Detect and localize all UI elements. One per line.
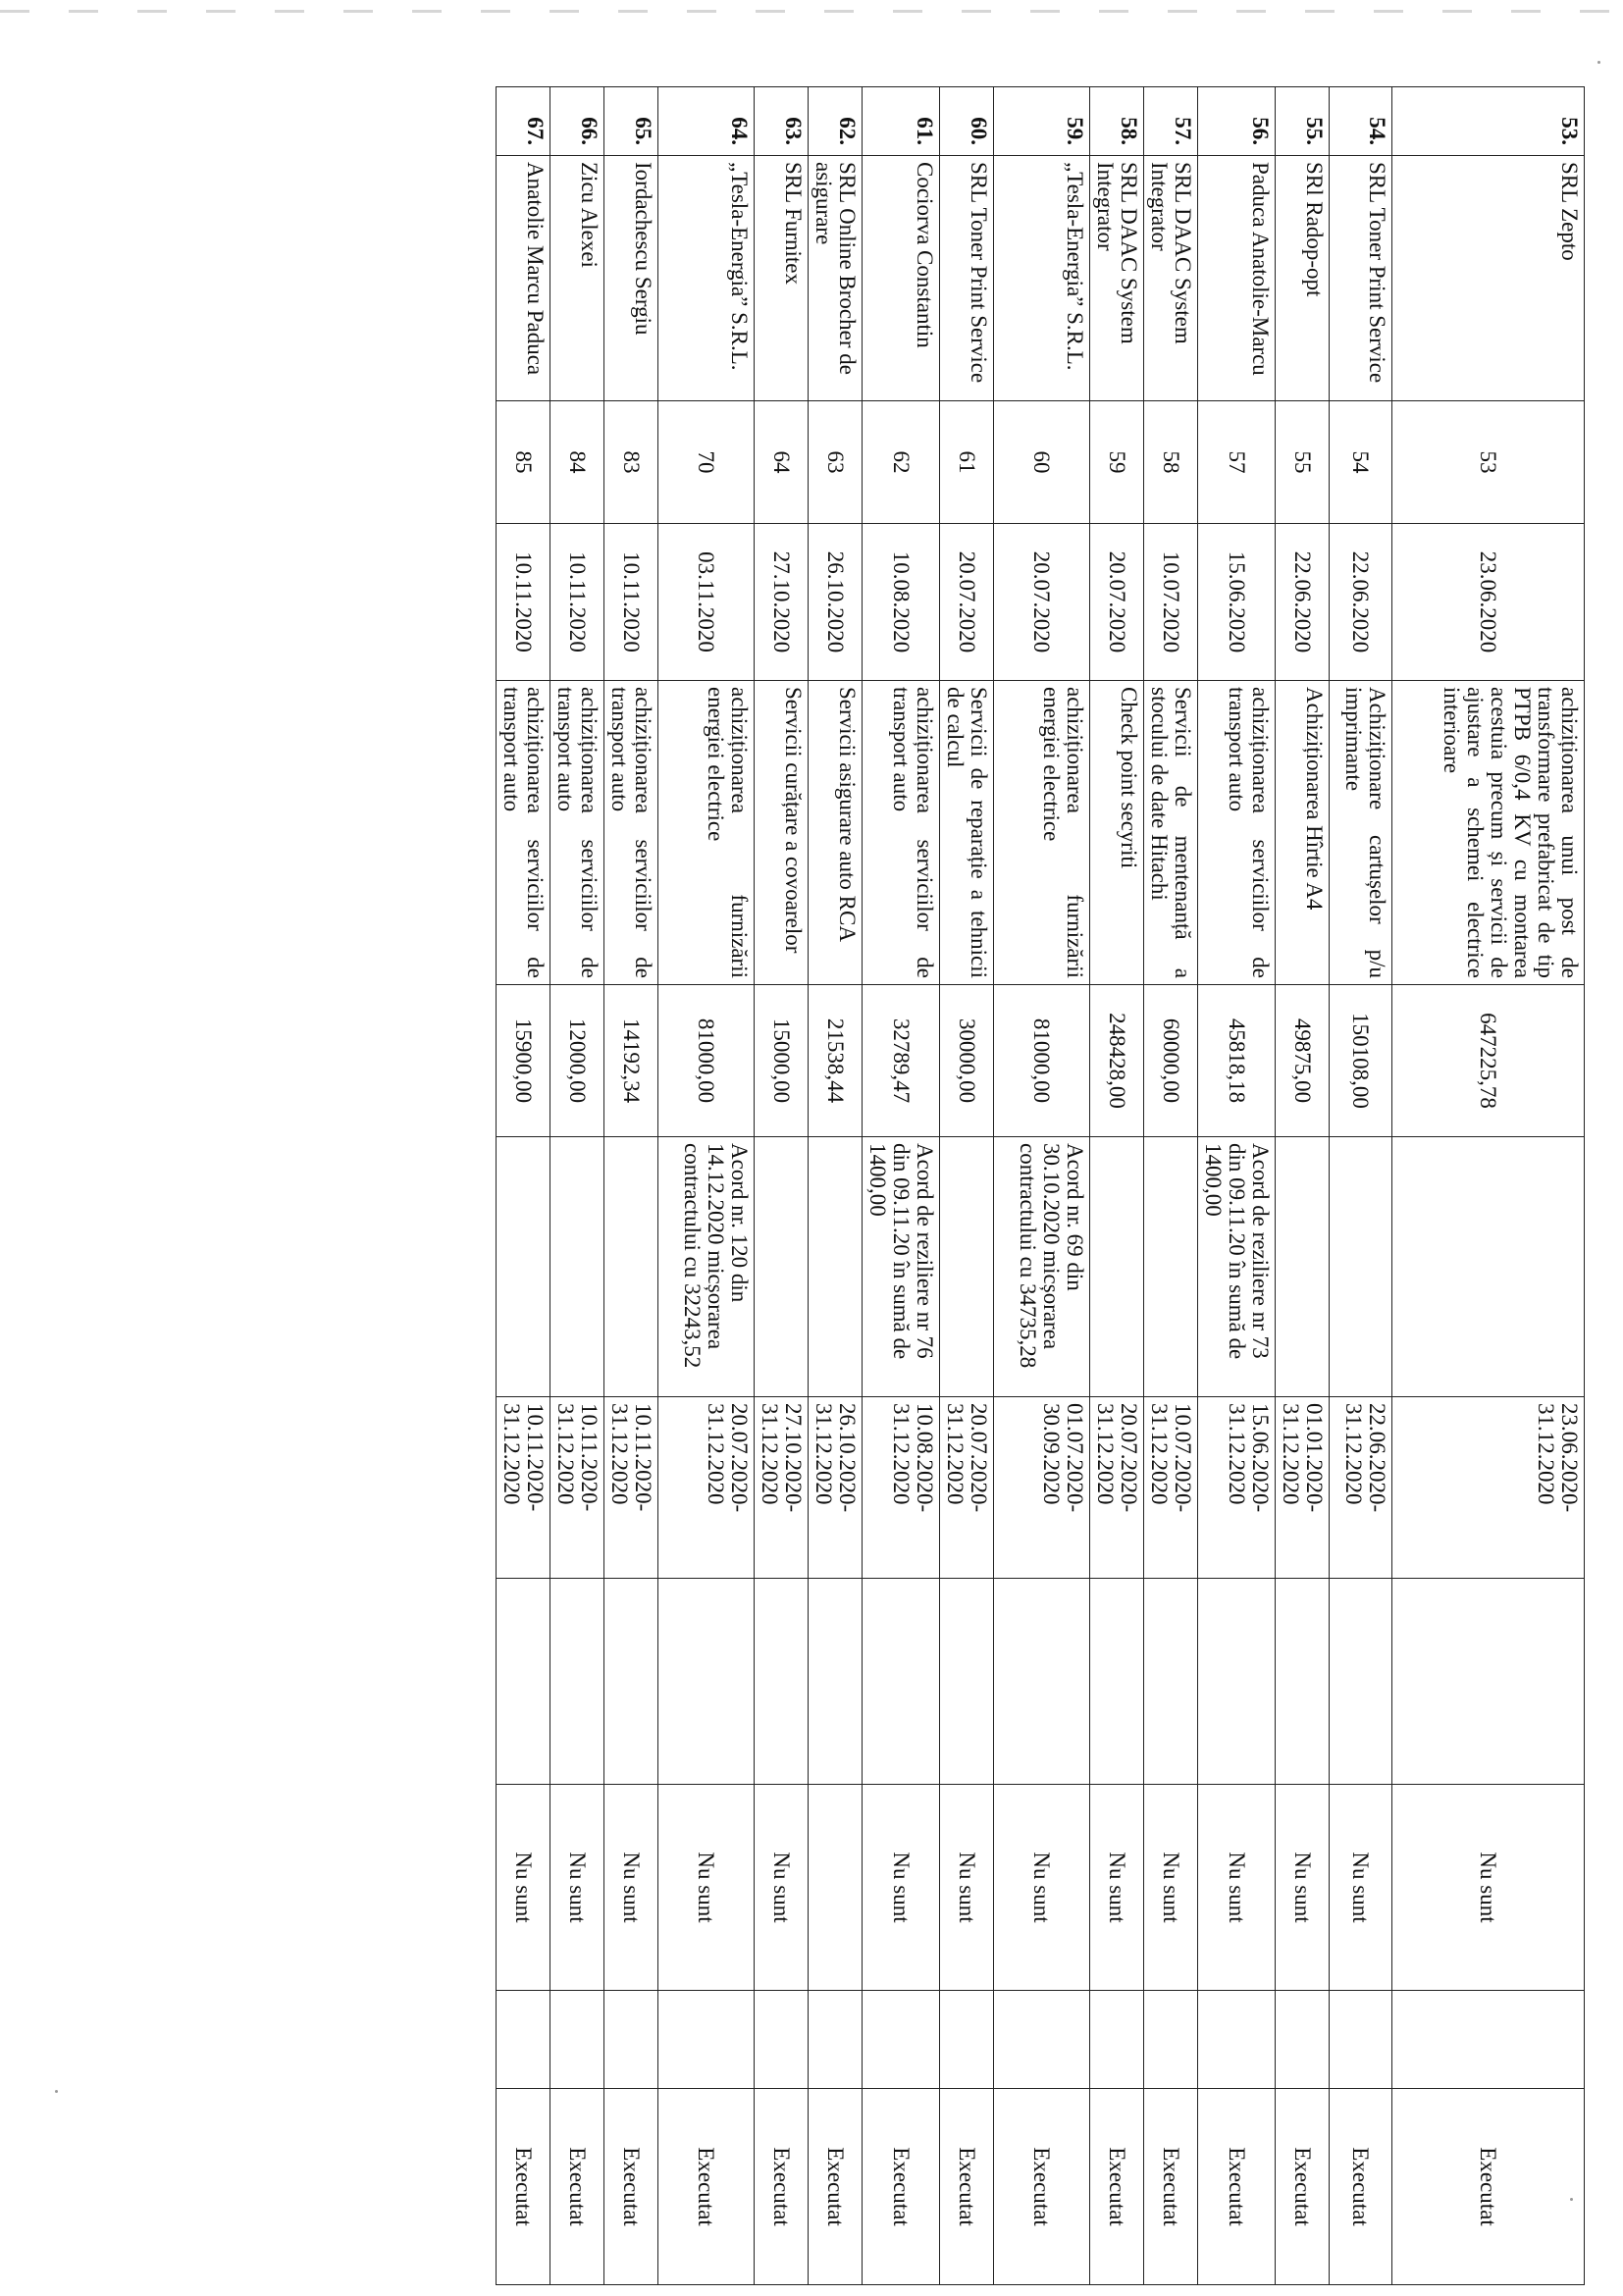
status-cell: Nu sunt xyxy=(755,1785,809,1991)
contract-number: 70 xyxy=(658,401,755,524)
empty-cell xyxy=(1090,1579,1144,1785)
supplier-name: SRL DAAC System Integrator xyxy=(1144,156,1198,401)
empty-cell xyxy=(809,1991,863,2089)
contract-date: 15.06.2020 xyxy=(1198,524,1276,681)
contract-value: 32789,47 xyxy=(863,985,940,1137)
table-row xyxy=(994,87,1090,2285)
contract-object: achiziționarea unui post de transformare prefabricat de tip PTPB 6/0,4 KV cu montarea acestuia precum și servicii de ajustare a schemei electrice interioare xyxy=(1392,681,1585,985)
contract-period: 20.07.2020-31.12.2020 xyxy=(658,1397,755,1579)
empty-cell xyxy=(1144,1991,1198,2089)
table-row xyxy=(1392,87,1585,2285)
table-row xyxy=(1144,87,1198,2285)
contract-object: Achiziționare cartușelor p/u imprimante xyxy=(1330,681,1392,985)
contract-period: 15.06.2020-31.12.2020 xyxy=(1198,1397,1276,1579)
amendment-note xyxy=(550,1137,604,1397)
amendment-note xyxy=(940,1137,994,1397)
empty-cell xyxy=(658,1579,755,1785)
scan-dot xyxy=(55,2090,58,2093)
amendment-note xyxy=(755,1137,809,1397)
row-number: 61. xyxy=(863,87,940,156)
table-row xyxy=(550,87,604,2285)
contract-period: 10.11.2020-31.12.2020 xyxy=(604,1397,658,1579)
contract-date: 26.10.2020 xyxy=(809,524,863,681)
supplier-name: Iordachescu Sergiu xyxy=(604,156,658,401)
contract-object: achiziționarea serviciilor de transport auto xyxy=(1198,681,1276,985)
table-row xyxy=(809,87,863,2285)
amendment-note xyxy=(1144,1137,1198,1397)
contract-date: 10.11.2020 xyxy=(550,524,604,681)
row-number: 56. xyxy=(1198,87,1276,156)
row-number: 63. xyxy=(755,87,809,156)
supplier-name: Paduca Anatolie-Marcu xyxy=(1198,156,1276,401)
row-number: 67. xyxy=(497,87,550,156)
contracts-table-rotated xyxy=(211,86,1585,2284)
status-cell: Nu sunt xyxy=(658,1785,755,1991)
execution-status: Executat xyxy=(1330,2089,1392,2285)
table-row xyxy=(755,87,809,2285)
contract-object: Check point secyriti xyxy=(1090,681,1144,985)
amendment-note xyxy=(809,1137,863,1397)
contract-value: 21538,44 xyxy=(809,985,863,1137)
status-cell: Nu sunt xyxy=(994,1785,1090,1991)
empty-cell xyxy=(809,1579,863,1785)
contract-number: 59 xyxy=(1090,401,1144,524)
contract-date: 10.11.2020 xyxy=(497,524,550,681)
contract-period: 20.07.2020-31.12.2020 xyxy=(940,1397,994,1579)
contracts-table xyxy=(496,86,1585,2285)
table-row xyxy=(1090,87,1144,2285)
contract-number: 54 xyxy=(1330,401,1392,524)
execution-status: Executat xyxy=(994,2089,1090,2285)
contract-number: 62 xyxy=(863,401,940,524)
contract-number: 60 xyxy=(994,401,1090,524)
empty-cell xyxy=(497,1991,550,2089)
contract-object: Servicii asigurare auto RCA xyxy=(809,681,863,985)
contract-number: 83 xyxy=(604,401,658,524)
contract-period: 10.11.2020-31.12.2020 xyxy=(550,1397,604,1579)
contract-period: 10.07.2020-31.12.2020 xyxy=(1144,1397,1198,1579)
execution-status: Executat xyxy=(863,2089,940,2285)
execution-status: Executat xyxy=(1392,2089,1585,2285)
contract-object: achiziționarea serviciilor de transport auto xyxy=(863,681,940,985)
contract-date: 20.07.2020 xyxy=(994,524,1090,681)
execution-status: Executat xyxy=(550,2089,604,2285)
empty-cell xyxy=(550,1991,604,2089)
contract-object: achiziționarea serviciilor de transport auto xyxy=(497,681,550,985)
contract-object: Achiziționarea Hîrtie A4 xyxy=(1276,681,1330,985)
supplier-name: SRL Toner Print Service xyxy=(1330,156,1392,401)
empty-cell xyxy=(1198,1991,1276,2089)
row-number: 54. xyxy=(1330,87,1392,156)
row-number: 59. xyxy=(994,87,1090,156)
amendment-note xyxy=(1090,1137,1144,1397)
row-number: 62. xyxy=(809,87,863,156)
table-row xyxy=(940,87,994,2285)
supplier-name: SRL Furnitex xyxy=(755,156,809,401)
contract-value: 150108,00 xyxy=(1330,985,1392,1137)
scan-dot xyxy=(1597,61,1600,64)
amendment-note xyxy=(497,1137,550,1397)
table-row xyxy=(863,87,940,2285)
status-cell xyxy=(809,1785,863,1991)
status-cell: Nu sunt xyxy=(1276,1785,1330,1991)
contract-date: 27.10.2020 xyxy=(755,524,809,681)
contract-period: 23.06.2020-31.12.2020 xyxy=(1392,1397,1585,1579)
contract-date: 20.07.2020 xyxy=(1090,524,1144,681)
contract-number: 55 xyxy=(1276,401,1330,524)
amendment-note: Acord de reziliere nr 73 din 09.11.20 în sumă de 1400,00 xyxy=(1198,1137,1276,1397)
table-row xyxy=(1276,87,1330,2285)
contract-value: 45818,18 xyxy=(1198,985,1276,1137)
amendment-note xyxy=(604,1137,658,1397)
empty-cell xyxy=(1144,1579,1198,1785)
table-body xyxy=(497,87,1585,2285)
contract-period: 26.10.2020-31.12.2020 xyxy=(809,1397,863,1579)
contract-object: achiziționarea furnizării energiei electrice xyxy=(994,681,1090,985)
contract-value: 60000,00 xyxy=(1144,985,1198,1137)
contract-object: achiziționarea serviciilor de transport auto xyxy=(550,681,604,985)
contract-date: 03.11.2020 xyxy=(658,524,755,681)
contract-object: achiziționarea furnizării energiei electrice xyxy=(658,681,755,985)
contract-value: 15000,00 xyxy=(755,985,809,1137)
amendment-note xyxy=(1392,1137,1585,1397)
empty-cell xyxy=(863,1991,940,2089)
supplier-name: SRL Online Brocher de asigurare xyxy=(809,156,863,401)
contract-period: 27.10.2020-31.12.2020 xyxy=(755,1397,809,1579)
execution-status: Executat xyxy=(755,2089,809,2285)
empty-cell xyxy=(1276,1579,1330,1785)
contract-number: 64 xyxy=(755,401,809,524)
contract-date: 22.06.2020 xyxy=(1330,524,1392,681)
row-number: 66. xyxy=(550,87,604,156)
status-cell: Nu sunt xyxy=(1392,1785,1585,1991)
supplier-name: SRL Toner Print Service xyxy=(940,156,994,401)
amendment-note xyxy=(1330,1137,1392,1397)
empty-cell xyxy=(863,1579,940,1785)
empty-cell xyxy=(1392,1991,1585,2089)
contract-value: 15900,00 xyxy=(497,985,550,1137)
status-cell: Nu sunt xyxy=(1144,1785,1198,1991)
supplier-name: SRL DAAC System Integrator xyxy=(1090,156,1144,401)
contract-object: achiziționarea serviciilor de transport auto xyxy=(604,681,658,985)
supplier-name: „Tesla-Energia” S.R.L. xyxy=(658,156,755,401)
status-cell: Nu sunt xyxy=(1330,1785,1392,1991)
contract-date: 23.06.2020 xyxy=(1392,524,1585,681)
contract-date: 10.08.2020 xyxy=(863,524,940,681)
amendment-note xyxy=(1276,1137,1330,1397)
empty-cell xyxy=(1392,1579,1585,1785)
row-number: 64. xyxy=(658,87,755,156)
status-cell: Nu sunt xyxy=(940,1785,994,1991)
contract-value: 81000,00 xyxy=(658,985,755,1137)
supplier-name: Anatolie Marcu Paduca xyxy=(497,156,550,401)
empty-cell xyxy=(604,1991,658,2089)
execution-status: Executat xyxy=(940,2089,994,2285)
table-row xyxy=(497,87,550,2285)
contract-period: 01.07.2020-30.09.2020 xyxy=(994,1397,1090,1579)
contract-number: 63 xyxy=(809,401,863,524)
contract-object: Servicii curățare a covoarelor xyxy=(755,681,809,985)
contract-date: 22.06.2020 xyxy=(1276,524,1330,681)
contract-period: 22.06.2020-31.12.2020 xyxy=(1330,1397,1392,1579)
execution-status: Executat xyxy=(809,2089,863,2285)
empty-cell xyxy=(1330,1991,1392,2089)
contract-number: 61 xyxy=(940,401,994,524)
contract-value: 49875,00 xyxy=(1276,985,1330,1137)
contract-value: 248428,00 xyxy=(1090,985,1144,1137)
execution-status: Executat xyxy=(658,2089,755,2285)
contract-date: 10.07.2020 xyxy=(1144,524,1198,681)
empty-cell xyxy=(1090,1991,1144,2089)
supplier-name: Zicu Alexei xyxy=(550,156,604,401)
contract-date: 10.11.2020 xyxy=(604,524,658,681)
empty-cell xyxy=(1330,1579,1392,1785)
contract-date: 20.07.2020 xyxy=(940,524,994,681)
contract-period: 10.08.2020-31.12.2020 xyxy=(863,1397,940,1579)
contract-period: 10.11.2020-31.12.2020 xyxy=(497,1397,550,1579)
contract-value: 647225,78 xyxy=(1392,985,1585,1137)
empty-cell xyxy=(658,1991,755,2089)
supplier-name: „Tesla-Energia” S.R.L. xyxy=(994,156,1090,401)
table-row xyxy=(1198,87,1276,2285)
empty-cell xyxy=(604,1579,658,1785)
amendment-note: Acord de reziliere nr 76 din 09.11.20 în sumă de 1400,00 xyxy=(863,1137,940,1397)
execution-status: Executat xyxy=(1276,2089,1330,2285)
table-row xyxy=(1330,87,1392,2285)
amendment-note: Acord nr. 69 din 30.10.2020 micșorarea contractului cu 34735,28 xyxy=(994,1137,1090,1397)
contract-object: Servicii de mentenanță a stocului de date Hitachi xyxy=(1144,681,1198,985)
status-cell: Nu sunt xyxy=(604,1785,658,1991)
supplier-name: SRL Zepto xyxy=(1392,156,1585,401)
execution-status: Executat xyxy=(1144,2089,1198,2285)
row-number: 55. xyxy=(1276,87,1330,156)
contract-object: Servicii de reparație a tehnicii de calcul xyxy=(940,681,994,985)
status-cell: Nu sunt xyxy=(550,1785,604,1991)
execution-status: Executat xyxy=(497,2089,550,2285)
row-number: 65. xyxy=(604,87,658,156)
contract-number: 84 xyxy=(550,401,604,524)
status-cell: Nu sunt xyxy=(497,1785,550,1991)
contract-number: 85 xyxy=(497,401,550,524)
contract-value: 81000,00 xyxy=(994,985,1090,1137)
contract-period: 01.01.2020-31.12.2020 xyxy=(1276,1397,1330,1579)
execution-status: Executat xyxy=(1198,2089,1276,2285)
row-number: 57. xyxy=(1144,87,1198,156)
table-row xyxy=(604,87,658,2285)
empty-cell xyxy=(994,1579,1090,1785)
empty-cell xyxy=(755,1991,809,2089)
contract-number: 53 xyxy=(1392,401,1585,524)
empty-cell xyxy=(994,1991,1090,2089)
status-cell: Nu sunt xyxy=(1198,1785,1276,1991)
contract-number: 57 xyxy=(1198,401,1276,524)
status-cell: Nu sunt xyxy=(1090,1785,1144,1991)
empty-cell xyxy=(497,1579,550,1785)
execution-status: Executat xyxy=(1090,2089,1144,2285)
empty-cell xyxy=(755,1579,809,1785)
row-number: 60. xyxy=(940,87,994,156)
contract-value: 12000,00 xyxy=(550,985,604,1137)
empty-cell xyxy=(940,1579,994,1785)
contract-value: 30000,00 xyxy=(940,985,994,1137)
empty-cell xyxy=(1276,1991,1330,2089)
row-number: 58. xyxy=(1090,87,1144,156)
contract-number: 58 xyxy=(1144,401,1198,524)
contract-period: 20.07.2020-31.12.2020 xyxy=(1090,1397,1144,1579)
status-cell: Nu sunt xyxy=(863,1785,940,1991)
empty-cell xyxy=(1198,1579,1276,1785)
execution-status: Executat xyxy=(604,2089,658,2285)
supplier-name: SRl Radop-opt xyxy=(1276,156,1330,401)
scan-artifact-line xyxy=(0,10,1623,13)
table-row xyxy=(658,87,755,2285)
amendment-note: Acord nr. 120 din 14.12.2020 micșorarea contractului cu 32243,52 xyxy=(658,1137,755,1397)
contract-value: 14192,34 xyxy=(604,985,658,1137)
empty-cell xyxy=(550,1579,604,1785)
supplier-name: Cociorva Constantin xyxy=(863,156,940,401)
row-number: 53. xyxy=(1392,87,1585,156)
empty-cell xyxy=(940,1991,994,2089)
